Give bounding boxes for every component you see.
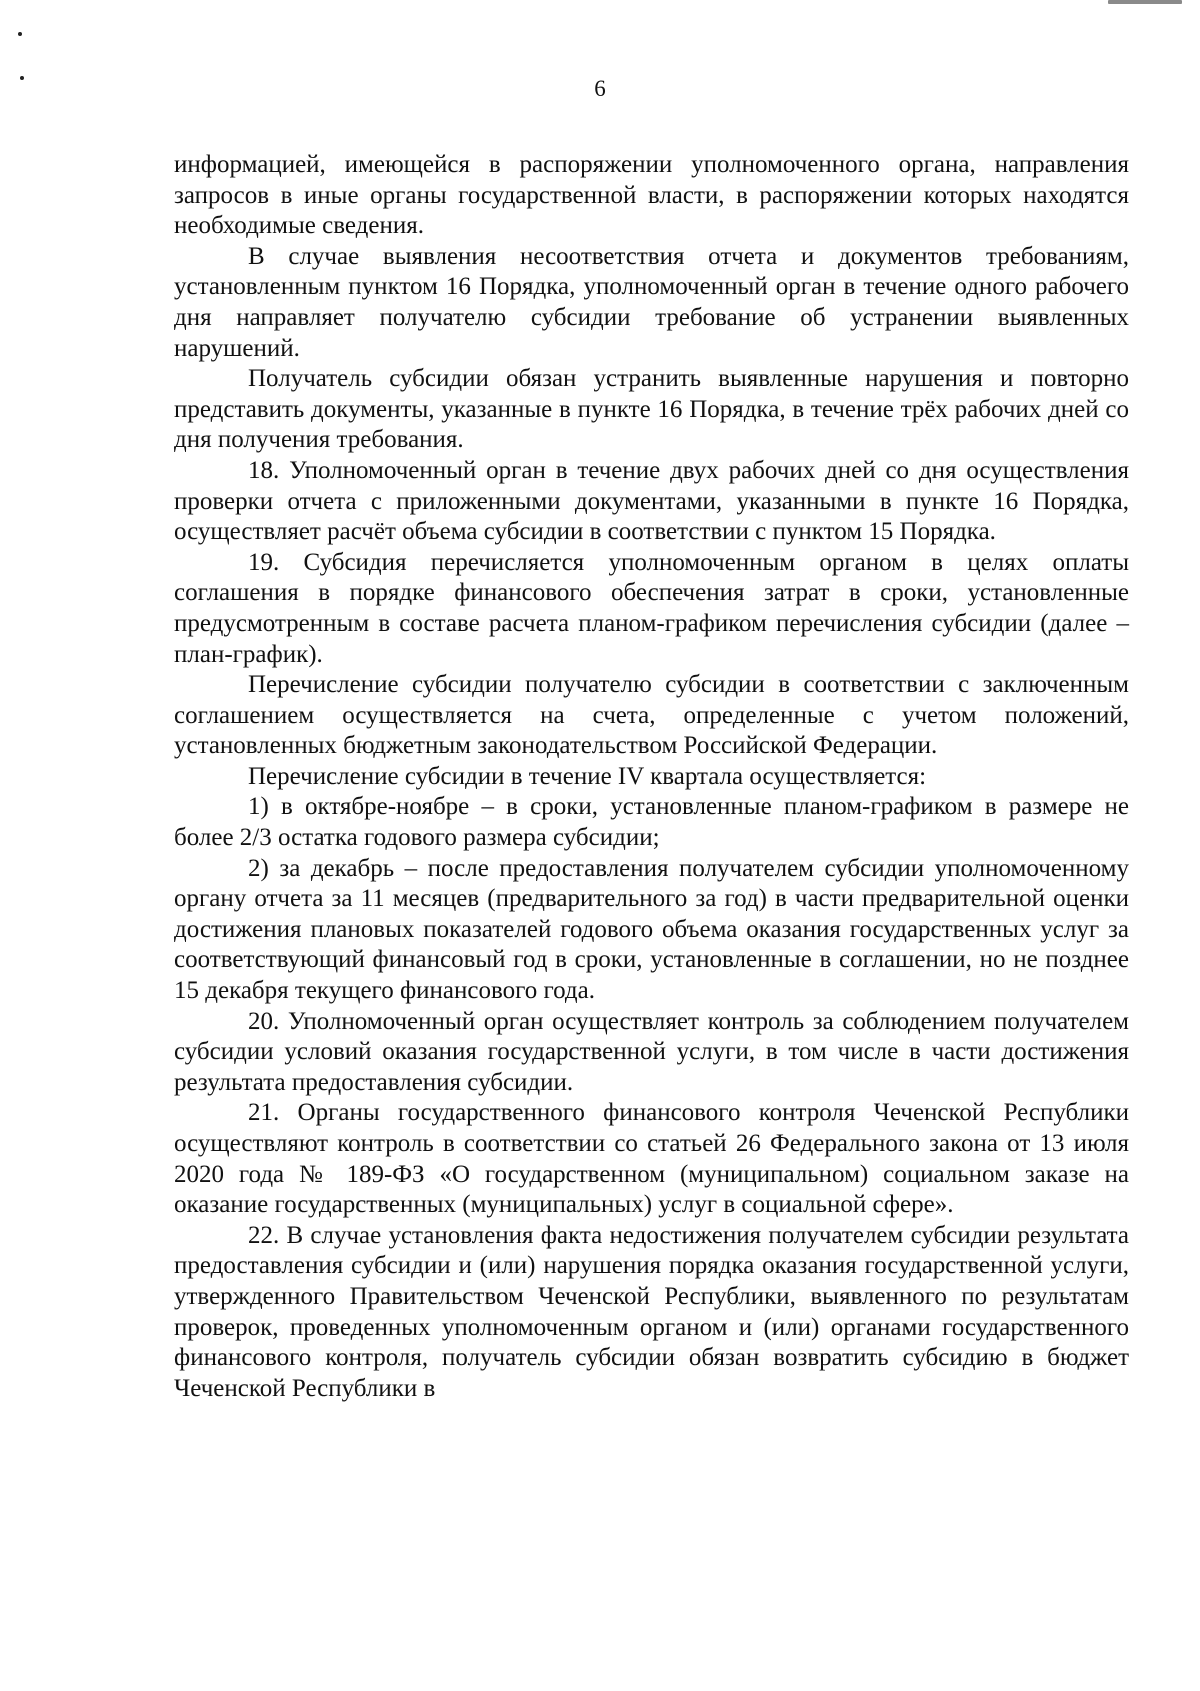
scan-speck (18, 32, 22, 36)
document-body (174, 150, 1129, 1404)
paragraph-item-19: 19. Субсидия перечисляется уполномоченным органом в целях оплаты соглашения в порядке финансового обеспечения затрат в сроки, установленные предусмотренным в составе расчета планом-графиком перечисления субсидии (далее – план-график). (174, 548, 1129, 668)
paragraph: Перечисление субсидии получателю субсидии в соответствии с заключенным соглашением осуществляется на счета, определенные с учетом положений, установленных бюджетным законодательством Российской Федерации. (174, 671, 1129, 760)
paragraph-subitem-1: 1) в октябре-ноябре – в сроки, установленные планом-графиком в размере не более 2/3 остатка годового размера субсидии; (174, 793, 1129, 852)
paragraph: В случае выявления несоответствия отчета и документов требованиям, установленным пунктом 16 Порядка, уполномоченный орган в течение одного рабочего дня направляет получателю субсидии требование об устранении выявленных нарушений. (174, 242, 1129, 362)
paragraph-item-18: 18. Уполномоченный орган в течение двух рабочих дней со дня осуществления проверки отчета с приложенными документами, указанными в пункте 16 Порядка, осуществляет расчёт объема субсидии в соответствии с пунктом 15 Порядка. (174, 456, 1129, 546)
paragraph: Получатель субсидии обязан устранить выявленные нарушения и повторно представить документы, указанные в пункте 16 Порядка, в течение трёх рабочих дней со дня получения требования. (174, 365, 1129, 454)
paragraph-item-22: 22. В случае установления факта недостижения получателем субсидии результата предоставления субсидии и (или) нарушения порядка оказания государственной услуги, утвержденного Правительством Чеченской Республики, выявленного по результатам проверок, проведенных уполномоченным органом и (или) органами государственного финансового контроля, получатель субсидии обязан возвратить субсидию в бюджет Чеченской Республики в (174, 1221, 1129, 1402)
scan-edge-mark (1108, 0, 1182, 4)
paragraph: Перечисление субсидии в течение IV квартала осуществляется: (248, 762, 927, 790)
page-number: 6 (594, 76, 606, 101)
paragraph-item-21: 21. Органы государственного финансового контроля Чеченской Республики осуществляют контроль в соответствии со статьей 26 Федерального закона от 13 июля 2020 года № 189-ФЗ «О государственном (муниципальном) социальном заказе на оказание государственных (муниципальных) услуг в социальной сфере». (174, 1099, 1129, 1219)
paragraph-subitem-2: 2) за декабрь – после предоставления получателем субсидии уполномоченному органу отчета за 11 месяцев (предварительного за год) в части предварительной оценки достижения плановых показателей годового объема оказания государственных услуг за соответствующий финансовый год в сроки, установленные в соглашении, но не позднее 15 декабря текущего финансового года. (174, 854, 1129, 1005)
paragraph-continuation: информацией, имеющейся в распоряжении уполномоченного органа, направления запросов в иные органы государственной власти, в распоряжении которых находятся необходимые сведения. (174, 151, 1129, 240)
paragraph-item-20: 20. Уполномоченный орган осуществляет контроль за соблюдением получателем субсидии условий оказания государственной услуги, в том числе в части достижения результата предоставления субсидии. (174, 1007, 1129, 1096)
